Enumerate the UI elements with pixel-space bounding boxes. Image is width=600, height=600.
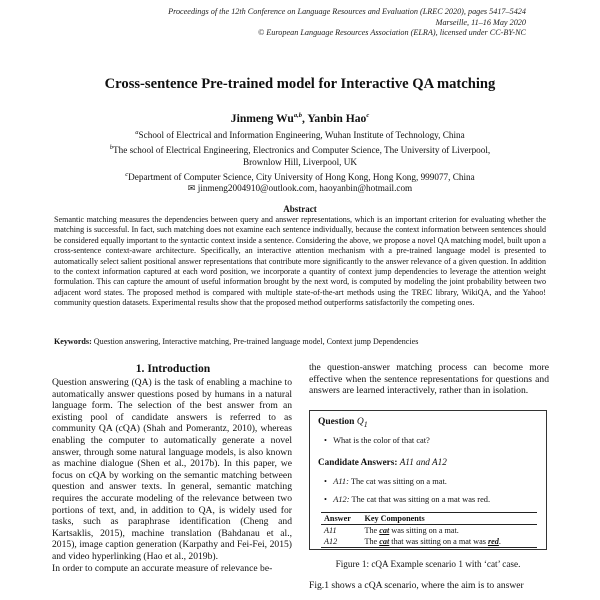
author-emails: ✉ jinmeng2004910@outlook.com, haoyanbin@hotmail.com [187, 183, 413, 194]
table-cell-key [361, 536, 537, 548]
key-text: was sitting on a mat. [389, 526, 459, 535]
author-list [0, 112, 600, 125]
figure-1 [309, 410, 547, 550]
header-line-1: Proceedings of the 12th Conference on Language Resources and Evaluation (LREC 2020), pages 5417–5424 [168, 7, 526, 16]
bullet-icon: • [324, 477, 327, 486]
section-heading-introduction: 1. Introduction [135, 362, 211, 375]
affiliation-marker: a [135, 129, 139, 136]
affiliation-text: The school of Electrical Engineering, Electronics and Computer Science, The University of Liverpool, [113, 144, 491, 155]
question-sub: 1 [363, 419, 368, 429]
affiliation-a [0, 127, 600, 142]
author-separator: , [301, 112, 308, 125]
question-label: Question [318, 417, 355, 427]
key-word: cat [379, 537, 390, 546]
abstract-text: Semantic matching measures the dependencies between query and answer representations, which is an important criterion for evaluating whether the matching is successful. In fact, such matching does not examine each sentence individually, because the context information between sentences should be considered equally important to the syntactic context inside a sentence. Considering the above, we propose a novel QA matching model, built upon a cross-sentence context-aware architecture. Specifically, an interactive attention mechanism with a pre-trained language model is presented to automatically select salient positional answer representations that contribute more significantly to the answer relevance of a given question. In addition to the context information captured at each word position, we incorporate a quantity of context jump dependencies to leverage the attention weight formulation. This can capture the amount of useful information brought by the next word, is computed by modeling the joint probability between two adjacent word states. The proposed method is compared with multiple state-of-the-art methods using the TREC library, WikiQA, and the Yahoo! community question datasets. Experimental results show that the proposed method outperforms satisfactorily the competing ones. [54, 215, 546, 308]
bullet-icon: • [324, 495, 327, 504]
key-components-table [321, 512, 537, 548]
figure-question-label [318, 417, 368, 429]
author-1-affil: a,b [293, 112, 302, 120]
key-text: that was sitting on a mat was [389, 537, 488, 546]
affiliation-b [0, 142, 600, 157]
intro-paragraph-1: Question answering (QA) is the task of enabling a machine to automatically answer questions posed by humans in a natural language form. The selection of the best answer from an existing pool of candidate answers is referred to as community QA (cQA) (Shah and Pomerantz, 2010), whereas enabling the computer to automatically generate a novel answer, through some natural language models, is also known as machine dialogue (Shen et al., 2017b). In this paper, we focus on cQA by working on the semantic matching between question and answer texts. In general, semantic matching requires the accurate modeling of the relevance between two portions of text, and, in addition to QA, is widely used for tasks, such as paraphrase identification (Cheng and Kartsaklis, 2015), machine translation (Bahdanau et al., 2015), image caption generation (Karpathy and Fei-Fei, 2015) and video hyperlinking (Hao et al., 2019b). [52, 377, 292, 562]
table-cell-key [361, 525, 537, 537]
key-text: . [498, 537, 501, 546]
figure-answer-1 [324, 477, 447, 486]
table-cell-answer: A12 [324, 537, 338, 546]
intro-column-right-continued: Fig.1 shows a cQA scenario, where the aim is to answer [309, 580, 524, 591]
affiliation-marker: b [109, 143, 114, 151]
question-var: Q [356, 417, 364, 427]
intro-column-left [52, 377, 292, 574]
figure-candidates-label [318, 457, 447, 467]
intro-paragraph-2: In order to compute an accurate measure of relevance be- [52, 562, 273, 574]
author-2: Yanbin Hao [307, 112, 367, 125]
intro-column-right: the question-answer matching process can become more effective when the sentence representations for questions and answers are learned interactively, rather than in isolation. [309, 362, 549, 397]
affiliation-text: School of Electrical and Information Engineering, Wuhan Institute of Technology, China [138, 130, 465, 141]
figure-caption: Figure 1: cQA Example scenario 1 with ‘cat’ case. [335, 559, 521, 569]
figure-answer-2 [324, 495, 490, 504]
key-text: The [364, 526, 380, 535]
candidates-vars: A11 and A12 [399, 457, 447, 467]
keywords [54, 337, 546, 346]
paper-title: Cross-sentence Pre-trained model for Interactive QA matching [104, 76, 496, 92]
header-line-2: Marseille, 11–16 May 2020 [435, 17, 526, 27]
candidates-label: Candidate Answers: [318, 457, 398, 467]
answer-2-var: A12: [333, 495, 350, 504]
table-header-answer: Answer [321, 513, 361, 525]
abstract-heading: Abstract [283, 204, 317, 214]
author-1: Jinmeng Wu [230, 112, 294, 125]
affiliations [0, 127, 600, 195]
answer-2-text: The cat that was sitting on a mat was red. [351, 495, 491, 504]
figure-question-item [324, 436, 430, 445]
table-row [321, 525, 537, 537]
affiliation-text: Department of Computer Science, City University of Hong Kong, Hong Kong, 999077, China [128, 171, 475, 182]
table-header-key: Key Components [361, 513, 537, 525]
affiliation-c [0, 169, 600, 184]
answer-1-text: The cat was sitting on a mat. [350, 477, 447, 486]
question-text: What is the color of that cat? [333, 436, 430, 445]
key-word: red [487, 537, 499, 546]
key-word: cat [379, 526, 390, 535]
keywords-label: Keywords: [54, 337, 92, 346]
answer-1-var: A11: [333, 477, 349, 486]
table-row [321, 536, 537, 548]
author-2-affil: c [366, 112, 370, 120]
proceedings-header [168, 7, 526, 39]
keywords-text: Question answering, Interactive matching, Pre-trained language model, Context jump Dependencies [93, 337, 419, 346]
key-text: The [364, 537, 380, 546]
table-cell-answer: A11 [324, 526, 337, 535]
header-line-3: © European Language Resources Association (ELRA), licensed under CC-BY-NC [258, 28, 526, 37]
affiliation-marker: c [125, 170, 129, 178]
affiliation-b-cont: Brownlow Hill, Liverpool, UK [242, 156, 358, 167]
bullet-icon: • [324, 436, 327, 445]
